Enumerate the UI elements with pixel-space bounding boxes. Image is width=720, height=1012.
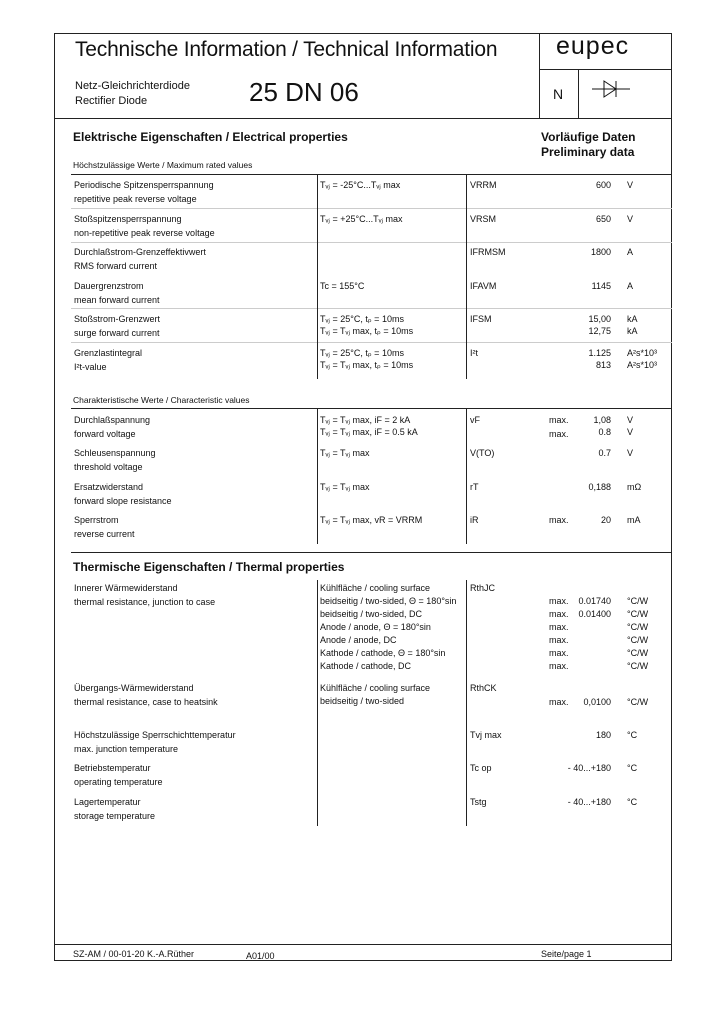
col-sep-sym-3	[466, 580, 467, 826]
unit: A²s*10³	[627, 348, 658, 358]
param-name-de: Durchlaßstrom-Grenzeffektivwert	[74, 247, 206, 257]
condition: Tᵥⱼ = Tᵥⱼ max	[320, 482, 370, 492]
condition: Tᵥⱼ = 25°C, tₚ = 10ms	[320, 314, 404, 324]
unit: V	[627, 214, 634, 224]
col-sep-sym	[466, 174, 467, 379]
qualifier: max.	[549, 596, 569, 606]
condition: beidseitig / two-sided	[320, 696, 405, 706]
device-name-en: Rectifier Diode	[75, 95, 148, 107]
unit: °C/W	[627, 635, 649, 645]
param-name-de: Periodische Spitzensperrspannung	[74, 180, 214, 190]
condition: Tᵥⱼ = -25°C...Tᵥⱼ max	[320, 180, 401, 190]
col-sep-cond	[317, 174, 318, 379]
symbol: IFAVM	[470, 281, 497, 291]
diode-symbol-icon	[592, 78, 630, 100]
param-name-de: Schleusenspannung	[74, 448, 156, 458]
header-divider-bottom	[54, 118, 672, 119]
unit: A	[627, 281, 634, 291]
param-name-de: Dauergrenzstrom	[74, 281, 144, 291]
param-name-en: reverse current	[74, 529, 135, 539]
unit: A	[627, 247, 634, 257]
param-name-en: mean forward current	[74, 295, 160, 305]
param-name-de: Ersatzwiderstand	[74, 482, 144, 492]
param-name-de: Durchlaßspannung	[74, 415, 151, 425]
max-rated-rule	[71, 174, 672, 175]
unit: V	[627, 427, 634, 437]
condition: Tᵥⱼ = Tᵥⱼ max, vR = VRRM	[320, 515, 423, 525]
param-name-de: Stoßstrom-Grenzwert	[74, 314, 161, 324]
symbol: VRRM	[470, 180, 497, 190]
device-name-de: Netz-Gleichrichterdiode	[75, 80, 190, 92]
condition: Kühlfläche / cooling surface	[320, 683, 431, 693]
value: 0,188	[588, 482, 611, 492]
symbol: iR	[470, 515, 479, 525]
param-name-en: storage temperature	[74, 811, 156, 821]
value: 1800	[590, 247, 611, 257]
condition: Tc = 155°C	[320, 281, 365, 291]
symbol: IFRMSM	[470, 247, 506, 257]
unit: mΩ	[627, 482, 642, 492]
row-separator	[71, 308, 672, 309]
qualifier: max.	[549, 648, 569, 658]
value: 20	[600, 515, 611, 525]
symbol: V(TO)	[470, 448, 495, 458]
param-name-de: Betriebstemperatur	[74, 763, 151, 773]
param-name-en: forward voltage	[74, 429, 136, 439]
value: 12,75	[588, 326, 611, 336]
qualifier: max.	[549, 622, 569, 632]
document-title: Technische Information / Technical Information	[75, 38, 498, 61]
value: - 40...+180	[567, 797, 611, 807]
symbol: Tvj max	[470, 730, 502, 740]
unit: °C/W	[627, 609, 649, 619]
thermal-heading: Thermische Eigenschaften / Thermal properties	[73, 560, 345, 574]
condition: Kühlfläche / cooling surface	[320, 583, 431, 593]
qualifier: max.	[549, 635, 569, 645]
row-separator	[71, 242, 672, 243]
condition: Tᵥⱼ = Tᵥⱼ max	[320, 448, 370, 458]
symbol: vF	[470, 415, 480, 425]
param-name-en: operating temperature	[74, 777, 163, 787]
unit: °C/W	[627, 622, 649, 632]
brand-logo: eupec	[556, 32, 630, 60]
value: 1.125	[588, 348, 611, 358]
qualifier: max.	[549, 609, 569, 619]
preliminary-de: Vorläufige Daten	[541, 130, 636, 144]
unit: A²s*10³	[627, 360, 658, 370]
symbol: RthCK	[470, 683, 497, 693]
value: 600	[595, 180, 611, 190]
header-divider-title	[539, 69, 672, 70]
max-rated-heading: Höchstzulässige Werte / Maximum rated values	[73, 160, 253, 170]
unit: °C/W	[627, 697, 649, 707]
param-name-de: Grenzlastintegral	[74, 348, 143, 358]
electrical-heading: Elektrische Eigenschaften / Electrical properties	[73, 130, 348, 144]
part-number: 25 DN 06	[249, 77, 359, 107]
value: 0.8	[598, 427, 611, 437]
condition: Tᵥⱼ = Tᵥⱼ max, iF = 2 kA	[320, 415, 411, 425]
char-rule	[71, 408, 672, 409]
condition: Anode / anode, DC	[320, 635, 397, 645]
param-name-de: Innerer Wärmewiderstand	[74, 583, 178, 593]
preliminary-en: Preliminary data	[541, 145, 635, 159]
condition: beidseitig / two-sided, Θ = 180°sin	[320, 596, 457, 606]
col-sep-sym-2	[466, 408, 467, 544]
symbol: IFSM	[470, 314, 492, 324]
condition: Anode / anode, Θ = 180°sin	[320, 622, 431, 632]
value: 650	[595, 214, 611, 224]
value: 15,00	[588, 314, 611, 324]
param-name-de: Lagertemperatur	[74, 797, 141, 807]
thermal-rule	[71, 552, 672, 553]
value: 0.7	[598, 448, 611, 458]
header-divider-type	[578, 69, 579, 118]
value: 1,08	[593, 415, 611, 425]
condition: Kathode / cathode, DC	[320, 661, 412, 671]
condition: Tᵥⱼ = 25°C, tₚ = 10ms	[320, 348, 404, 358]
symbol: Tstg	[470, 797, 487, 807]
header-divider-title-left	[54, 69, 539, 70]
value: 0,0100	[583, 697, 611, 707]
unit: °C/W	[627, 596, 649, 606]
param-name-en: I²t-value	[74, 362, 107, 372]
condition: beidseitig / two-sided, DC	[320, 609, 423, 619]
condition: Tᵥⱼ = Tᵥⱼ max, iF = 0.5 kA	[320, 427, 418, 437]
footer-page: Seite/page 1	[541, 949, 592, 959]
value: 813	[595, 360, 611, 370]
qualifier: max.	[549, 661, 569, 671]
qualifier: max.	[549, 515, 569, 525]
param-name-en: RMS forward current	[74, 261, 158, 271]
symbol: Tc op	[470, 763, 492, 773]
param-name-de: Höchstzulässige Sperrschichttemperatur	[74, 730, 236, 740]
value: 0.01740	[578, 596, 611, 606]
condition: Tᵥⱼ = +25°C...Tᵥⱼ max	[320, 214, 403, 224]
row-separator	[71, 342, 672, 343]
char-heading: Charakteristische Werte / Characteristic values	[73, 395, 250, 405]
symbol: RthJC	[470, 583, 496, 593]
unit: °C/W	[627, 648, 649, 658]
symbol: VRSM	[470, 214, 497, 224]
qualifier: max.	[549, 415, 569, 425]
col-sep-cond-3	[317, 580, 318, 826]
qualifier: max.	[549, 697, 569, 707]
condition: Tᵥⱼ = Tᵥⱼ max, tₚ = 10ms	[320, 360, 414, 370]
param-name-en: surge forward current	[74, 328, 160, 338]
footer-rule	[54, 944, 672, 945]
param-name-en: threshold voltage	[74, 462, 143, 472]
unit: kA	[627, 314, 638, 324]
value: 1145	[591, 281, 611, 291]
condition: Tᵥⱼ = Tᵥⱼ max, tₚ = 10ms	[320, 326, 414, 336]
param-name-en: max. junction temperature	[74, 744, 179, 754]
param-name-en: non-repetitive peak reverse voltage	[74, 228, 215, 238]
param-name-de: Sperrstrom	[74, 515, 119, 525]
col-sep-cond-2	[317, 408, 318, 544]
param-name-en: thermal resistance, case to heatsink	[74, 697, 218, 707]
unit: V	[627, 415, 634, 425]
unit: V	[627, 448, 634, 458]
value: - 40...+180	[567, 763, 611, 773]
unit: °C	[627, 797, 638, 807]
param-name-en: thermal resistance, junction to case	[74, 597, 216, 607]
symbol: rT	[470, 482, 479, 492]
param-name-de: Übergangs-Wärmewiderstand	[74, 683, 194, 693]
param-name-en: forward slope resistance	[74, 496, 172, 506]
qualifier: max.	[549, 429, 569, 439]
unit: V	[627, 180, 634, 190]
unit: °C/W	[627, 661, 649, 671]
type-letter: N	[553, 86, 564, 102]
symbol: I²t	[470, 348, 478, 358]
footer-revision: A01/00	[246, 951, 275, 961]
param-name-de: Stoßspitzensperrspannung	[74, 214, 182, 224]
unit: kA	[627, 326, 638, 336]
unit: mA	[627, 515, 641, 525]
value: 0.01400	[578, 609, 611, 619]
value: 180	[595, 730, 611, 740]
unit: °C	[627, 763, 638, 773]
condition: Kathode / cathode, Θ = 180°sin	[320, 648, 446, 658]
param-name-en: repetitive peak reverse voltage	[74, 194, 197, 204]
unit: °C	[627, 730, 638, 740]
header-divider-vertical	[539, 33, 540, 118]
footer-reference: SZ-AM / 00-01-20 K.-A.Rüther	[73, 949, 195, 959]
row-separator	[71, 208, 672, 209]
